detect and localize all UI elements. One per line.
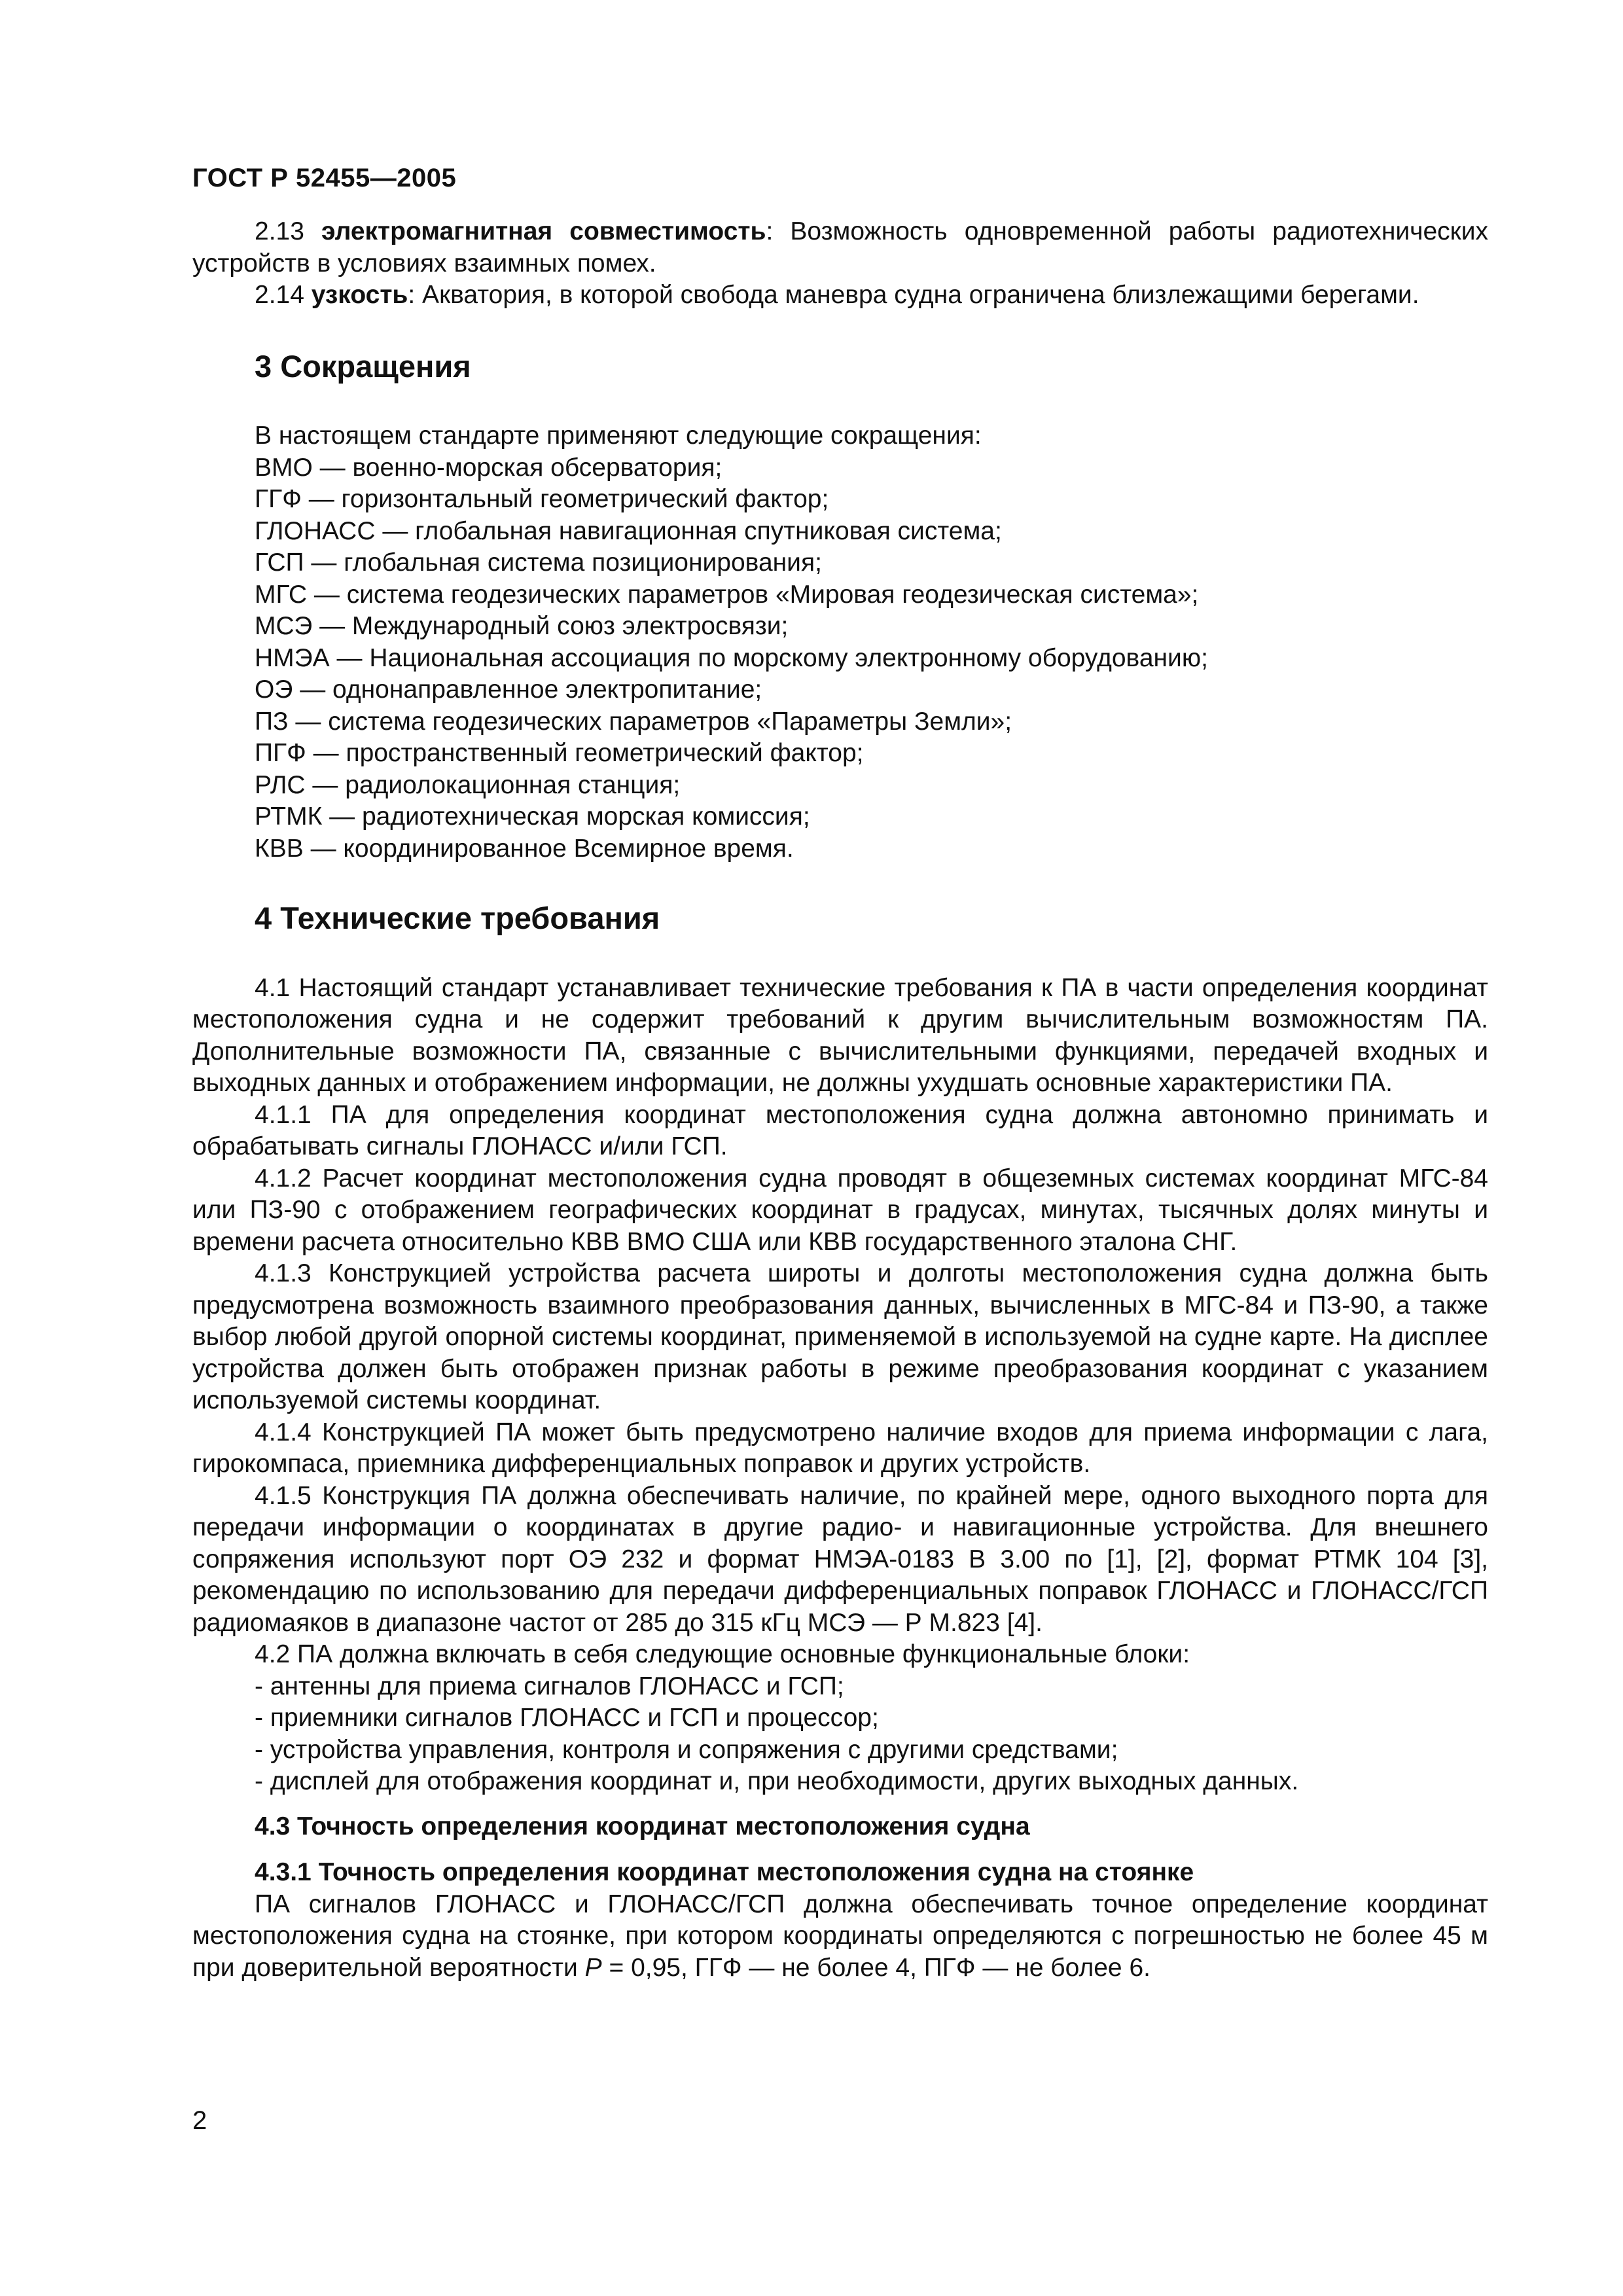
abbreviation-item: ПЗ — система геодезических параметров «Параметры Земли»; [255, 707, 1012, 736]
abbreviation-item: КВВ — координированное Всемирное время. [255, 834, 794, 863]
abbreviation-item: ОЭ — однонаправленное электропитание; [255, 675, 762, 704]
abbreviation-item: ГСП — глобальная система позиционирования; [255, 548, 822, 577]
abbreviation-item: РЛС — радиолокационная станция; [255, 770, 681, 799]
section-4-heading: 4 Технические требования [255, 901, 660, 935]
abbreviation-item: МСЭ — Международный союз электросвязи; [255, 612, 789, 640]
definition-2-13 [192, 216, 1488, 279]
abbreviation-item: НМЭА — Национальная ассоциация по морскому электронному оборудованию; [255, 643, 1208, 672]
probability-variable: P [584, 1953, 602, 1982]
definition-term: узкость [311, 281, 408, 309]
paragraph-4-1-2: 4.1.2 Расчет координат местоположения судна проводят в общеземных системах координат МГС-84 или ПЗ-90 с отображением географических координат в градусах, минутах, тысячных долях минуты и времени расчета относительно КВВ ВМО США или КВВ государственного эталона СНГ. [192, 1164, 1488, 1256]
subsection-4-3-heading: 4.3 Точность определения координат местоположения судна [255, 1812, 1030, 1840]
paragraph-text: = 0,95, ГГФ — не более 4, ПГФ — не более 6. [601, 1953, 1150, 1982]
paragraph-text: ПА сигналов ГЛОНАСС и ГЛОНАСС/ГСП должна обеспечивать точное определение координат местоположения судна на стоянке, при котором координаты определяются с погрешностью не более 45 м при доверительной вероятности [192, 1890, 1488, 1982]
functional-block-item: - дисплей для отображения координат и, при необходимости, других выходных данных. [255, 1767, 1299, 1795]
page-content [192, 216, 1488, 1984]
paragraph-4-1-5: 4.1.5 Конструкция ПА должна обеспечивать наличие, по крайней мере, одного выходного порта для передачи информации о координатах в другие радио- и навигационные устройства. Для внешнего сопряжения используют порт ОЭ 232 и формат НМЭА-0183 В 3.00 по [1], [2], формат РТМК 104 [3], рекомендацию по использованию для передачи дифференциальных поправок ГЛОНАСС и ГЛОНАСС/ГСП радиомаяков в диапазоне частот от 285 до 315 кГц МСЭ — Р М.823 [4]. [192, 1481, 1488, 1637]
abbreviation-item: ПГФ — пространственный геометрический фактор; [255, 739, 864, 767]
abbreviation-item: ВМО — военно-морская обсерватория; [255, 453, 722, 482]
abbreviation-item: РТМК — радиотехническая морская комиссия; [255, 802, 810, 831]
definition-text: : Возможность одновременной работы радиотехнических устройств в условиях взаимных помех. [192, 217, 1488, 278]
document-code-header: ГОСТ Р 52455—2005 [192, 164, 457, 192]
paragraph-4-1-3: 4.1.3 Конструкцией устройства расчета широты и долготы местоположения судна должна быть предусмотрена возможность взаимного преобразования данных, вычисленных в МГС-84 и ПЗ-90, а также выбор любой другой опорной системы координат, применяемой в используемой на судне карте. На дисплее устройства должен быть отображен признак работы в режиме преобразования координат с указанием используемой системы координат. [192, 1259, 1488, 1414]
paragraph-4-1-1: 4.1.1 ПА для определения координат местоположения судна должна автономно принимать и обрабатывать сигналы ГЛОНАСС и/или ГСП. [192, 1100, 1488, 1160]
paragraph-4-1: 4.1 Настоящий стандарт устанавливает технические требования к ПА в части определения координат местоположения судна и не содержит требований к другим вычислительным возможностям ПА. Дополнительные возможности ПА, связанные с вычислительными функциями, передачей входных и выходных данных и отображением информации, не должны ухудшать основные характеристики ПА. [192, 973, 1488, 1097]
abbreviations-intro: В настоящем стандарте применяют следующие сокращения: [255, 422, 982, 450]
subsection-4-3-1-heading: 4.3.1 Точность определения координат местоположения судна на стоянке [255, 1858, 1194, 1886]
paragraph-4-2: 4.2 ПА должна включать в себя следующие основные функциональные блоки: [255, 1640, 1190, 1668]
abbreviation-item: ГЛОНАСС — глобальная навигационная спутниковая система; [255, 516, 1002, 545]
functional-block-item: - приемники сигналов ГЛОНАСС и ГСП и процессор; [255, 1704, 879, 1732]
paragraph-4-1-4: 4.1.4 Конструкцией ПА может быть предусмотрено наличие входов для приема информации с лага, гирокомпаса, приемника дифференциальных поправок и других устройств. [192, 1418, 1488, 1478]
paragraph-4-3-1 [192, 1889, 1488, 1984]
page-number: 2 [192, 2106, 207, 2135]
definition-term: электромагнитная совместимость [321, 217, 766, 245]
definition-num: 2.14 [255, 281, 304, 309]
abbreviation-item: МГС — система геодезических параметров «Мировая геодезическая система»; [255, 580, 1199, 609]
abbreviation-item: ГГФ — горизонтальный геометрический фактор; [255, 485, 829, 513]
section-3-heading: 3 Сокращения [255, 348, 471, 384]
functional-block-item: - антенны для приема сигналов ГЛОНАСС и ГСП; [255, 1672, 844, 1700]
definition-num: 2.13 [255, 217, 304, 245]
functional-block-item: - устройства управления, контроля и сопряжения с другими средствами; [255, 1735, 1118, 1764]
definition-2-14 [192, 279, 1488, 312]
definition-text: : Акватория, в которой свобода маневра судна ограничена близлежащими берегами. [408, 281, 1419, 309]
